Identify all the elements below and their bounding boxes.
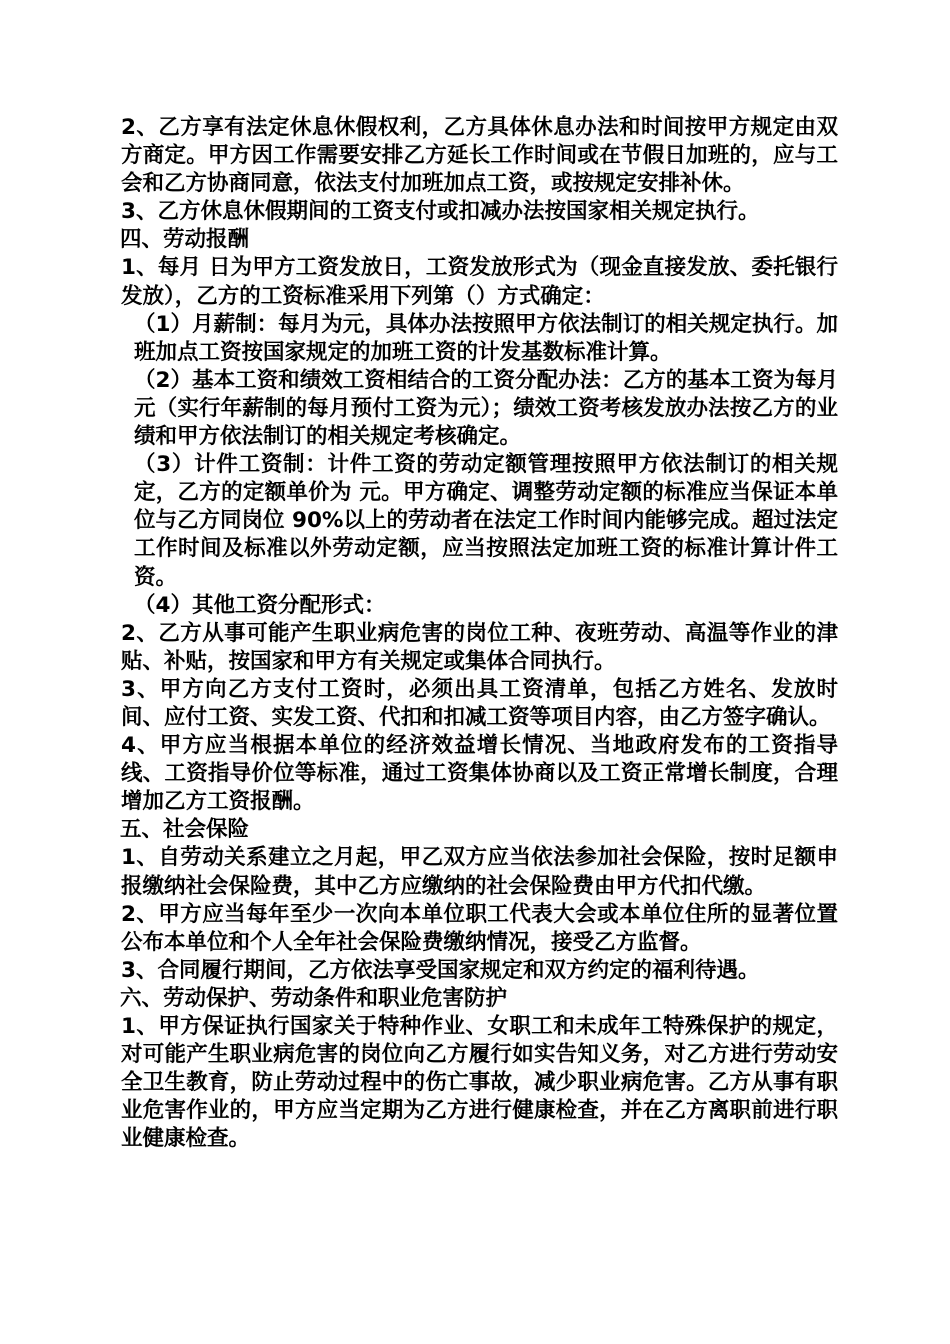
paragraph-insurance-disclosure: 2、甲方应当每年至少一次向本单位职工代表大会或本单位住所的显著位置公布本单位和个人全年社会保险费缴纳情况，接受乙方监督。	[121, 901, 838, 955]
paragraph-special-protection: 1、甲方保证执行国家关于特种作业、女职工和未成年工特殊保护的规定，对可能产生职业病危害的岗位向乙方履行如实告知义务，对乙方进行劳动安全卫生教育，防止劳动过程中的伤亡事故，减少职业病危害。乙方从事有职业危害作业的，甲方应当定期为乙方进行健康检查，并在乙方离职前进行职业健康检查。	[121, 1014, 838, 1152]
paragraph-pay-increase: 4、甲方应当根据本单位的经济效益增长情况、当地政府发布的工资指导线、工资指导价位等标准，通过工资集体协商以及工资正常增长制度，合理增加乙方工资报酬。	[121, 733, 838, 815]
section-heading-social-insurance: 五、社会保险	[120, 817, 250, 843]
section-heading-labor-protection: 六、劳动保护、劳动条件和职业危害防护	[120, 985, 508, 1011]
document-page	[114, 114, 838, 1153]
paragraph-welfare: 3、合同履行期间，乙方依法享受国家规定和双方约定的福利待遇。	[121, 957, 760, 983]
paragraph-allowances: 2、乙方从事可能产生职业病危害的岗位工种、夜班劳动、高温等作业的津贴、补贴，按国家和甲方有关规定或集体合同执行。	[121, 620, 838, 674]
paragraph-pay-date: 1、每月 日为甲方工资发放日，工资发放形式为（现金直接发放、委托银行发放），乙方的工资标准采用下列第（）方式确定：	[121, 255, 838, 309]
paragraph-rest-rights: 2、乙方享有法定休息休假权利，乙方具体休息办法和时间按甲方规定由双方商定。甲方因工作需要安排乙方延长工作时间或在节假日加班的，应与工会和乙方协商同意，依法支付加班加点工资，或按规定安排补休。	[121, 115, 838, 197]
paragraph-other-pay: （4）其他工资分配形式：	[134, 592, 386, 618]
paragraph-monthly-salary: （1）月薪制：每月为元，具体办法按照甲方依法制订的相关规定执行。加班加点工资按国家规定的加班工资的计发基数标准计算。	[134, 311, 838, 365]
paragraph-rest-pay: 3、乙方休息休假期间的工资支付或扣减办法按国家相关规定执行。	[121, 199, 760, 225]
paragraph-insurance-enrollment: 1、自劳动关系建立之月起，甲乙双方应当依法参加社会保险，按时足额申报缴纳社会保险费，其中乙方应缴纳的社会保险费由甲方代扣代缴。	[121, 845, 838, 899]
section-heading-remuneration: 四、劳动报酬	[120, 227, 250, 253]
paragraph-pay-slip: 3、甲方向乙方支付工资时，必须出具工资清单，包括乙方姓名、发放时间、应付工资、实发工资、代扣和扣减工资等项目内容，由乙方签字确认。	[121, 676, 838, 730]
paragraph-base-performance-pay: （2）基本工资和绩效工资相结合的工资分配办法：乙方的基本工资为每月元（实行年薪制的每月预付工资为元）；绩效工资考核发放办法按乙方的业绩和甲方依法制订的相关规定考核确定。	[134, 367, 838, 450]
paragraph-piece-rate: （3）计件工资制：计件工资的劳动定额管理按照甲方依法制订的相关规定，乙方的定额单价为 元。甲方确定、调整劳动定额的标准应当保证本单位与乙方同岗位 90%以上的劳动者在法定工作时间内能够完成。超过法定工作时间及标准以外劳动定额，应当按照法定加班工资的标准计算计件工资。	[134, 452, 838, 590]
